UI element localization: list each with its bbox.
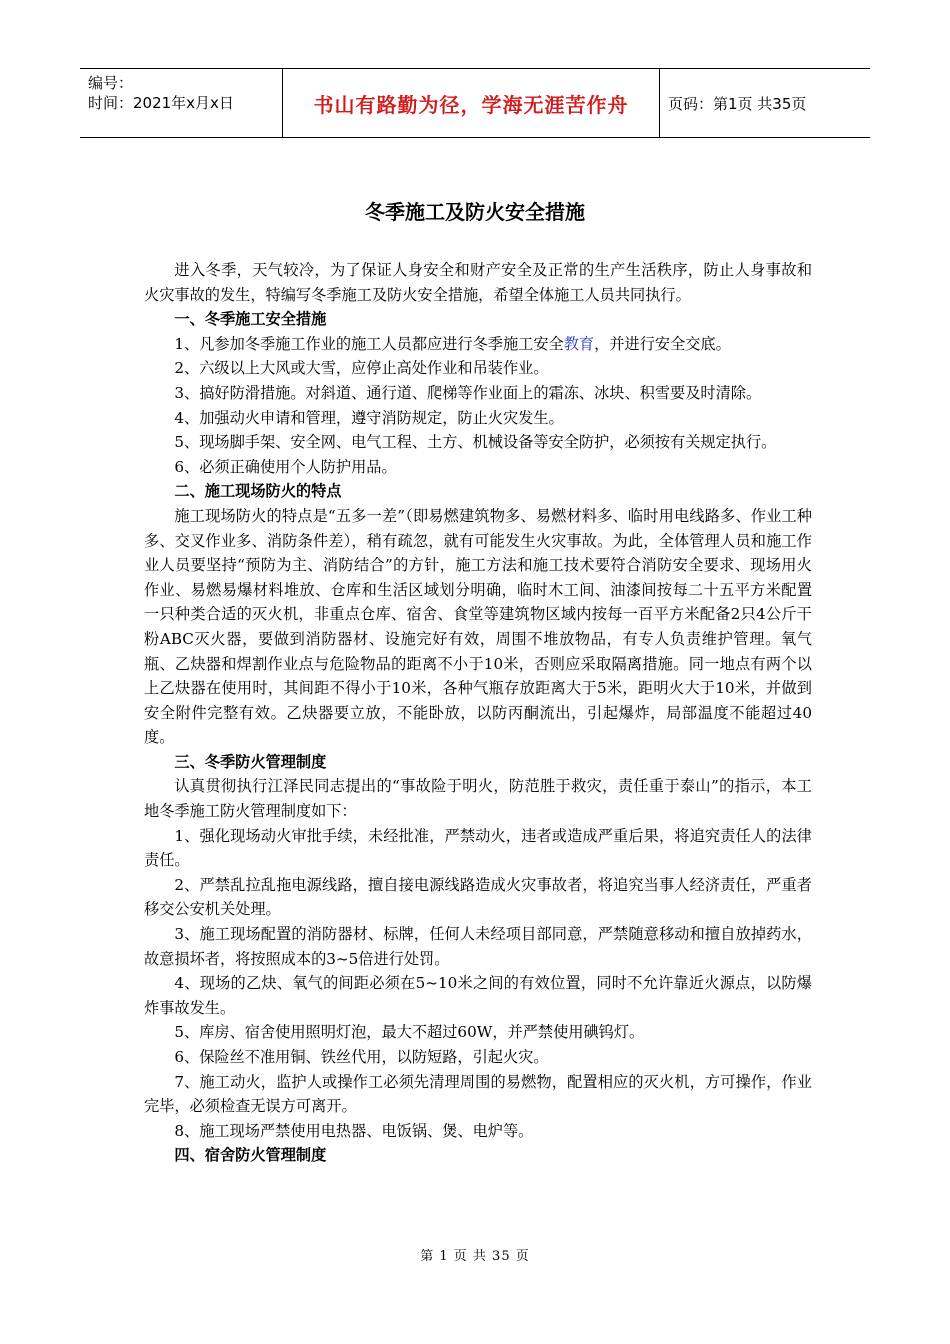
section-1-item-1 [144,332,812,357]
section-4-heading: 四、宿舍防火管理制度 [174,1146,327,1165]
section-1-heading: 一、冬季施工安全措施 [174,310,327,329]
page-footer: 第 1 页 共 35 页 [420,1249,530,1264]
motto: 书山有路勤为径，学海无涯苦作舟 [313,92,629,117]
page-label: 页码：第1页 共35页 [668,94,807,113]
header-meta-cell [80,69,282,137]
section-3-item-3: 3、施工现场配置的消防器材、标牌，任何人未经项目部同意，严禁随意移动和擅自放掉药水，故意损坏者，将按照成本的3~5倍进行处罚。 [144,925,812,968]
section-1-item-4: 4、加强动火申请和管理，遵守消防规定，防止火灾发生。 [174,408,564,427]
number-label: 编号： [88,74,134,92]
section-1-item-6: 6、必须正确使用个人防护用品。 [174,457,397,476]
header-page-cell [660,69,870,137]
section-2-heading: 二、施工现场防火的特点 [174,482,342,501]
section-1-item-3: 3、搞好防滑措施。对斜道、通行道、爬梯等作业面上的霜冻、冰块、积雪要及时清除。 [174,383,762,402]
document-body [144,258,812,1168]
section-3-item-7: 7、施工动火，监护人或操作工必须先清理周围的易燃物，配置相应的灭火机，方可操作，作业完毕，必须检查无误方可离开。 [144,1072,812,1116]
intro-paragraph: 进入冬季，天气较冷，为了保证人身安全和财产安全及正常的生产生活秩序，防止人身事故和火灾事故的发生，特编写冬季施工及防火安全措施，希望全体施工人员共同执行。 [144,261,812,304]
item-text: ，并进行安全交底。 [594,334,731,353]
date-label: 时间：2021年x月x日 [88,94,234,112]
header-table [80,68,870,138]
section-3-item-5: 5、库房、宿舍使用照明灯泡，最大不超过60W，并严禁使用碘钨灯。 [174,1023,645,1042]
education-link[interactable]: 教育 [563,334,595,353]
section-3-item-1: 1、强化现场动火审批手续，未经批准，严禁动火，违者或造成严重后果，将追究责任人的法律责任。 [144,826,812,870]
section-3-item-6: 6、保险丝不准用铜、铁丝代用，以防短路，引起火灾。 [174,1048,549,1066]
section-2-body: 施工现场防火的特点是“五多一差”（即易燃建筑物多、易燃材料多、临时用电线路多、作业工种多、交叉作业多、消防条件差），稍有疏忽，就有可能发生火灾事故。为此，全体管理人员和施工作业人员要坚持“预防为主、消防结合”的方针，施工方法和施工技术要符合消防安全要求、现场用火作业、易燃易爆材料堆放、仓库和生活区域划分明确，临时木工间、油漆间按每二十五平方米配置一只种类合适的灭火机，非重点仓库、宿舍、食堂等建筑物区域内按每一百平方米配备2只4公斤干粉ABC灭火器，要做到消防器材、设施完好有效，周围不堆放物品，有专人负责维护管理。氧气瓶、乙炔器和焊割作业点与危险物品的距离不小于10米，否则应采取隔离措施。同一地点有两个以上乙炔器在使用时，其间距不得小于10米，各种气瓶存放距离大于5米，距明火大于10米，并做到安全附件完整有效。乙炔器要立放，不能卧放，以防丙酮流出，引起爆炸，局部温度不能超过40度。 [144,506,812,747]
item-text: 1、凡参加冬季施工作业的施工人员都应进行冬季施工安全 [174,334,564,353]
document-title: 冬季施工及防火安全措施 [365,200,585,224]
section-3-item-8: 8、施工现场严禁使用电热器、电饭锅、煲、电炉等。 [174,1121,534,1140]
section-1-item-5: 5、现场脚手架、安全网、电气工程、土方、机械设备等安全防护，必须按有关规定执行。 [174,433,777,452]
section-1-item-2: 2、六级以上大风或大雪，应停止高处作业和吊装作业。 [174,359,549,378]
header-motto-cell [282,69,660,137]
section-3-heading: 三、冬季防火管理制度 [174,752,327,771]
section-3-intro: 认真贯彻执行江泽民同志提出的“事故险于明火，防范胜于救灾，责任重于泰山”的指示，本工地冬季施工防火管理制度如下： [144,777,812,821]
section-3-item-4: 4、现场的乙炔、氧气的间距必须在5~10米之间的有效位置，同时不允许靠近火源点，以防爆炸事故发生。 [144,974,812,1017]
section-3-item-2: 2、严禁乱拉乱拖电源线路，擅自接电源线路造成火灾事故者，将追究当事人经济责任，严重者移交公安机关处理。 [144,875,812,919]
